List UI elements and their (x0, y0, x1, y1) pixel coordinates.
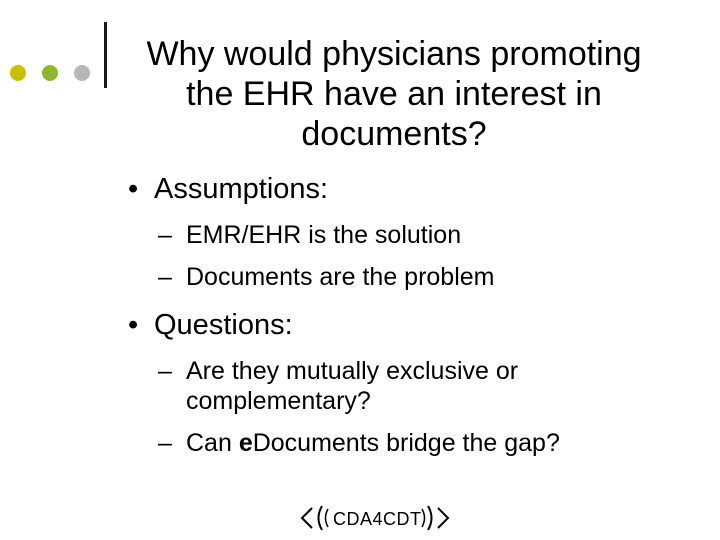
decorative-dots (0, 0, 100, 100)
bullet-label: Assumptions: (154, 173, 329, 205)
sub-item (128, 262, 688, 292)
title-rule (104, 22, 107, 88)
dot-gray (74, 65, 90, 81)
sub-item (128, 356, 688, 416)
dot-yellow (10, 65, 26, 81)
logo-text: CDA4CDT (333, 509, 422, 529)
bullet-label: Questions: (154, 309, 293, 341)
assumptions-list (128, 220, 688, 292)
questions-list (128, 356, 688, 458)
slide-title (120, 34, 668, 154)
sub-item-emphasis: e (238, 429, 253, 457)
sub-item-line-1: Are they mutually exclusive or (186, 357, 519, 385)
bullet-mark: • (128, 309, 139, 341)
sub-item (128, 220, 688, 250)
sub-item-text: Documents are the problem (186, 263, 495, 291)
title-line-2: the EHR have an interest in (186, 75, 602, 113)
sub-item-text: EMR/EHR is the solution (186, 221, 462, 249)
dash-mark: – (158, 357, 172, 385)
cda4cdt-logo (300, 503, 450, 533)
slide-content (128, 172, 688, 470)
dash-mark: – (158, 221, 172, 249)
sub-item-rest: Documents bridge the gap? (252, 429, 560, 457)
dash-mark: – (158, 263, 172, 291)
sub-item (128, 428, 688, 458)
bullet-assumptions (128, 172, 688, 206)
bullet-questions (128, 308, 688, 342)
bullet-mark: • (128, 173, 139, 205)
title-line-1: Why would physicians promoting (146, 35, 642, 73)
title-line-3: documents? (301, 115, 487, 153)
dot-green (42, 65, 58, 81)
sub-item-prefix: Can (186, 429, 239, 457)
sub-item-line-2: complementary? (186, 387, 371, 415)
dash-mark: – (158, 429, 172, 457)
